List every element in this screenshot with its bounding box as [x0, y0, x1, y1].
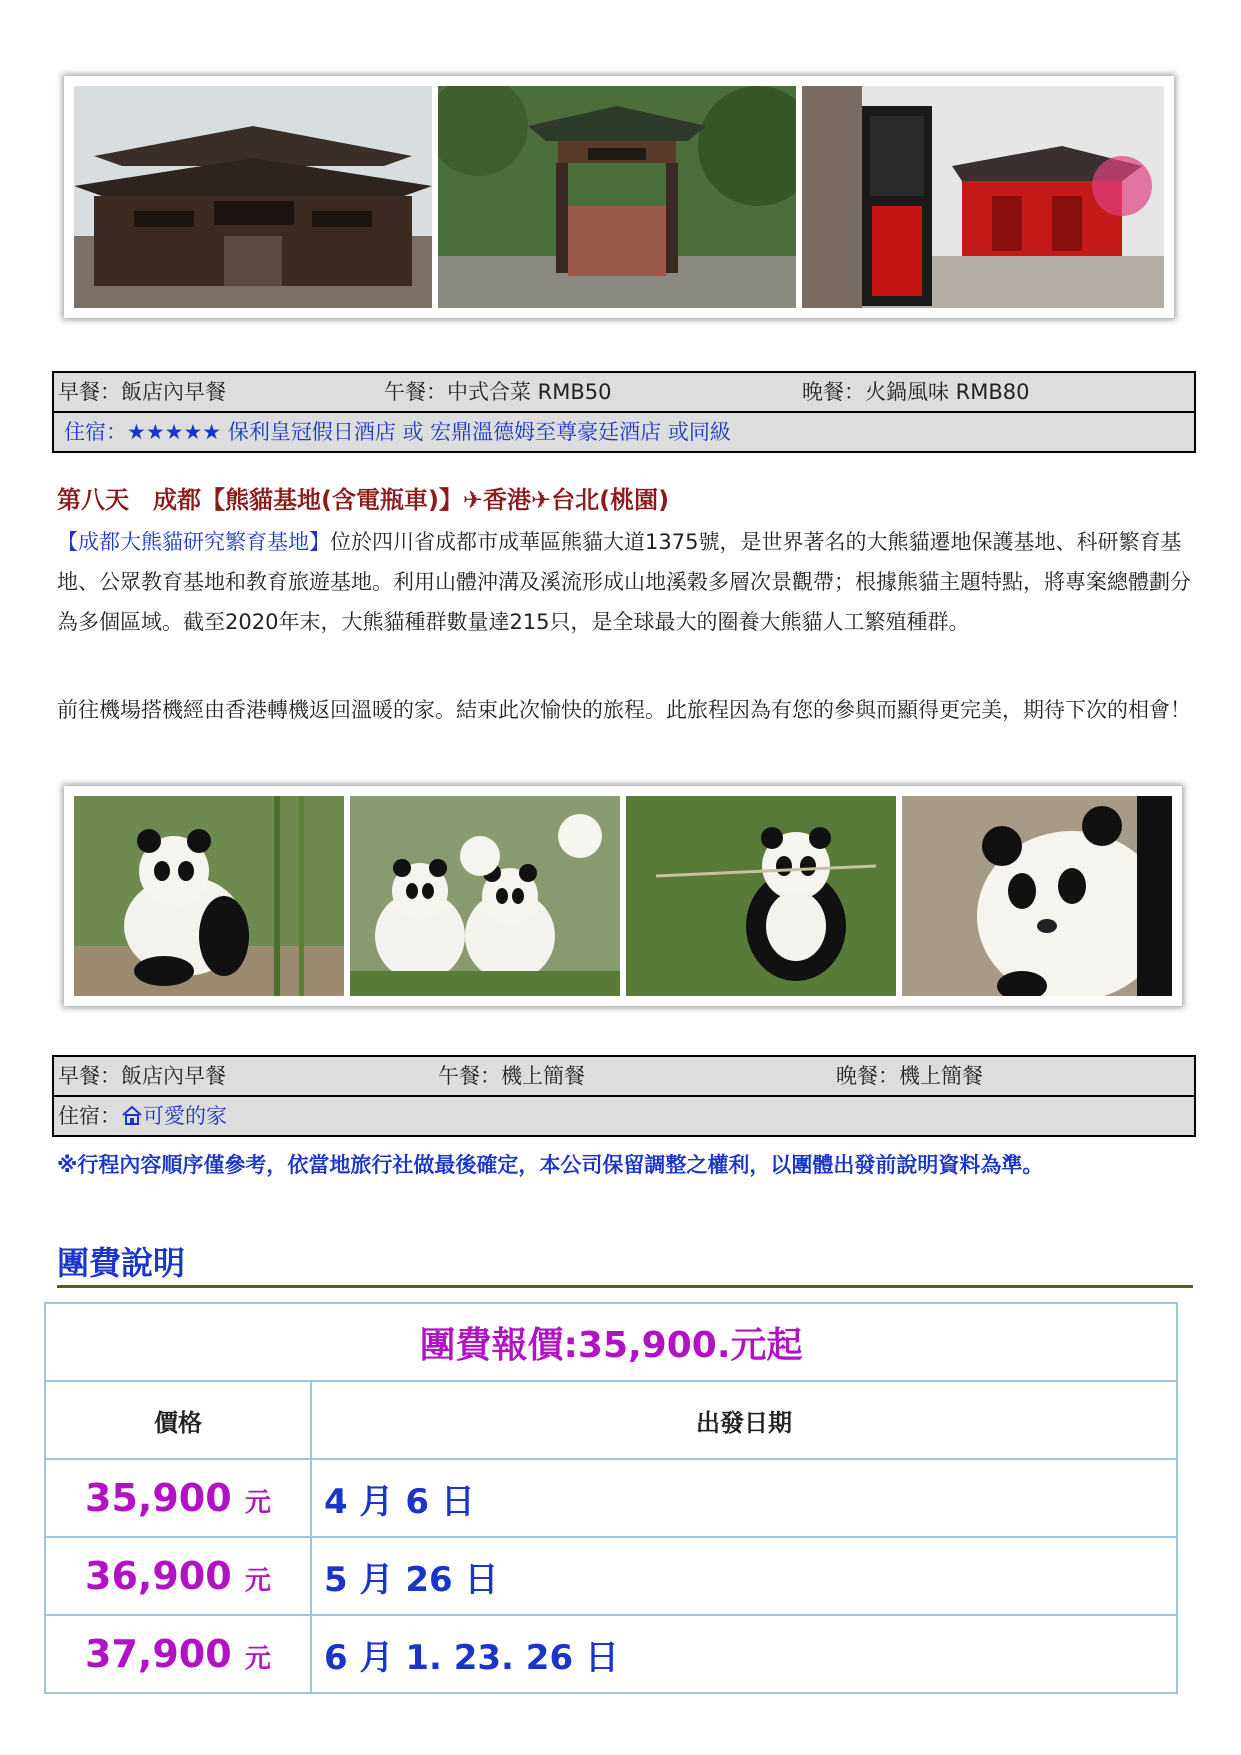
- dinner-text: 晚餐：機上簡餐: [836, 1064, 983, 1088]
- temple-photo: [74, 86, 432, 308]
- lodging-row: [54, 413, 1194, 451]
- departure-date: 5 月 26 日: [324, 1559, 499, 1600]
- departure-date: 4 月 6 日: [324, 1481, 475, 1522]
- price-cell: [46, 1538, 312, 1614]
- price-table: [44, 1302, 1178, 1694]
- hotel-names: 保利皇冠假日酒店 或 宏鼎溫德姆至尊豪廷酒店 或同級: [221, 420, 731, 444]
- attraction-name: 【成都大熊貓研究繁育基地】: [57, 530, 330, 554]
- price-value: 37,900: [85, 1632, 232, 1676]
- meal-row: [54, 1057, 1194, 1097]
- panda-photo-3: [626, 796, 896, 996]
- lodging-info: [64, 413, 731, 451]
- day8-description: [57, 522, 1193, 642]
- lodging-label: 住宿：: [64, 420, 127, 444]
- temple-photo-strip: [64, 76, 1174, 318]
- price-headline-row: [46, 1304, 1176, 1382]
- price-unit: 元: [244, 1488, 271, 1518]
- meal-row: [54, 373, 1194, 413]
- day8-return-text: 前往機場搭機經由香港轉機返回溫暖的家。結束此次愉快的旅程。此旅程因為有您的參與而顯得更完美，期待下次的相會！: [57, 698, 1191, 722]
- price-unit: 元: [244, 1644, 271, 1674]
- attraction-description: 位於四川省成都市成華區熊貓大道1375號，是世界著名的大熊貓遷地保護基地、科研繁育基地、公眾教育基地和教育旅遊基地。利用山體沖溝及溪流形成山地溪穀多層次景觀帶；根據熊貓主題特點，將專案總體劃分為多個區域。截至2020年末，大熊貓種群數量達215只，是全球最大的圈養大熊貓人工繁殖種群。: [57, 530, 1191, 634]
- lodging-text: 可愛的家: [143, 1104, 227, 1128]
- table-row: [46, 1538, 1176, 1616]
- lodging-info: [58, 1097, 227, 1135]
- panda-photo-strip: [64, 786, 1182, 1006]
- price-value: 35,900: [85, 1476, 232, 1520]
- home-icon: [121, 1100, 143, 1122]
- date-cell: [312, 1616, 1176, 1692]
- star-rating: ★★★★★: [127, 420, 222, 444]
- lodging-row: [54, 1097, 1194, 1135]
- section-title: 團費說明: [57, 1244, 186, 1282]
- lunch-text: 午餐：機上簡餐: [438, 1064, 585, 1088]
- price-cell: [46, 1460, 312, 1536]
- price-headline: 團費報價:35,900.元起: [419, 1324, 803, 1366]
- departure-date: 6 月 1. 23. 26 日: [324, 1637, 619, 1678]
- day8-title: 第八天 成都【熊貓基地(含電瓶車)】✈香港✈台北(桃園): [57, 486, 670, 514]
- panda-photo-4: [902, 796, 1172, 996]
- table-row: [46, 1460, 1176, 1538]
- price-header-row: [46, 1382, 1176, 1460]
- dinner-text: 晚餐：火鍋風味 RMB80: [802, 380, 1030, 404]
- date-column-header: 出發日期: [696, 1408, 792, 1437]
- date-cell: [312, 1460, 1176, 1536]
- panda-photo-1: [74, 796, 344, 996]
- day7-meal-table: [52, 371, 1196, 453]
- table-row: [46, 1616, 1176, 1692]
- lunch-text: 午餐：中式合菜 RMB50: [384, 380, 612, 404]
- day8-meal-table: [52, 1055, 1196, 1137]
- itinerary-note: ※行程內容順序僅參考，依當地旅行社做最後確定，本公司保留調整之權利，以團體出發前說明資料為準。: [57, 1153, 1044, 1177]
- breakfast-text: 早餐：飯店內早餐: [58, 1064, 226, 1088]
- price-column-header: 價格: [46, 1382, 312, 1458]
- date-cell: [312, 1538, 1176, 1614]
- price-unit: 元: [244, 1566, 271, 1596]
- lodging-label: 住宿：: [58, 1104, 121, 1128]
- gate-photo: [438, 86, 796, 308]
- panda-photo-2: [350, 796, 620, 996]
- price-value: 36,900: [85, 1554, 232, 1598]
- section-divider: [57, 1285, 1193, 1288]
- breakfast-text: 早餐：飯店內早餐: [58, 380, 226, 404]
- price-cell: [46, 1616, 312, 1692]
- old-street-photo: [802, 86, 1164, 308]
